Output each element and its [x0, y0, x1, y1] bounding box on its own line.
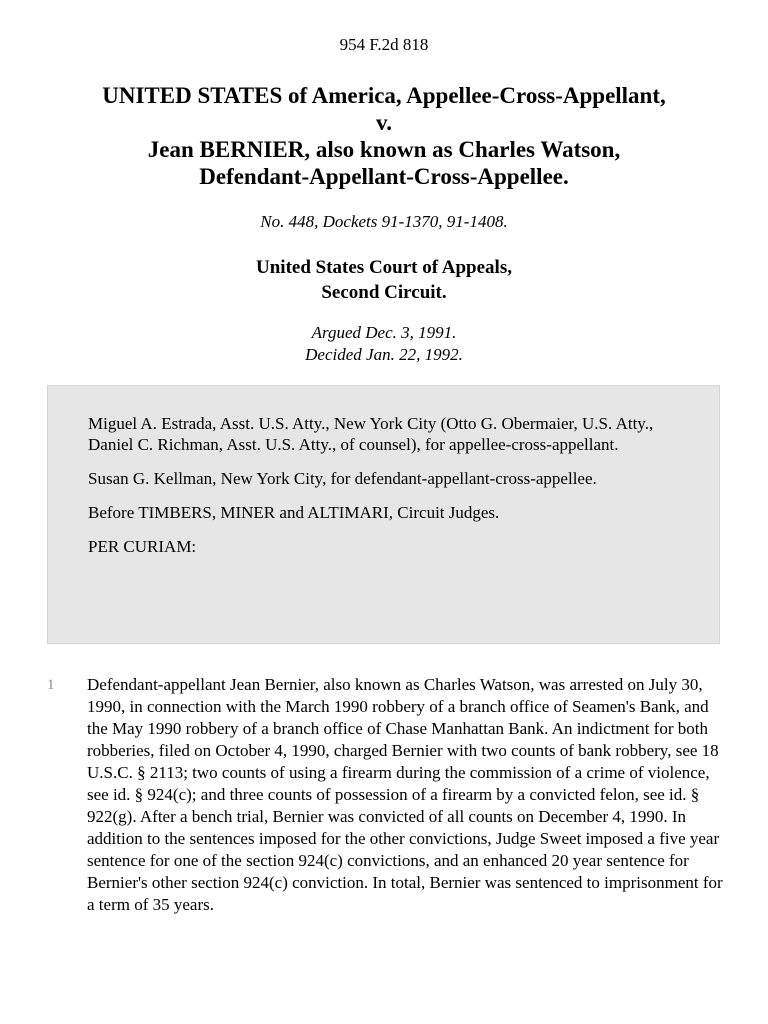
- per-curiam-label: PER CURIAM:: [88, 537, 197, 556]
- case-dates: [0, 322, 768, 366]
- paragraph-number: 1: [47, 677, 55, 693]
- argued-date: Argued Dec. 3, 1991.: [311, 323, 457, 342]
- court-name: [0, 255, 768, 305]
- case-title-line-versus: v.: [376, 110, 392, 135]
- docket-number: No. 448, Dockets 91-1370, 91-1408.: [260, 212, 508, 231]
- case-title: [0, 82, 768, 190]
- case-citation: 954 F.2d 818: [339, 35, 429, 54]
- counsel-panel: [47, 385, 720, 644]
- case-title-line-appellant: Jean BERNIER, also known as Charles Watson,: [147, 137, 621, 162]
- counsel-appellee: Miguel A. Estrada, Asst. U.S. Atty., New York City (Otto G. Obermaier, U.S. Atty., Daniel C. Richman, Asst. U.S. Atty., of counsel), for appellee-cross-appellant.: [88, 414, 654, 454]
- court-name-line-2: Second Circuit.: [321, 282, 447, 303]
- decided-date: Decided Jan. 22, 1992.: [305, 345, 463, 364]
- court-name-line-1: United States Court of Appeals,: [256, 257, 512, 278]
- counsel-appellant: Susan G. Kellman, New York City, for defendant-appellant-cross-appellee.: [88, 469, 597, 488]
- paragraph-text: Defendant-appellant Jean Bernier, also known as Charles Watson, was arrested on July 30, 1990, in connection with the March 1990 robbery of a branch office of Seamen's Bank, and the May 1990 robbery of a branch office of Chase Manhattan Bank. An indictment for both robberies, filed on October 4, 1990, charged Bernier with two counts of bank robbery, see 18 U.S.C. § 2113; two counts of using a firearm during the commission of a crime of violence, see id. § 924(c); and three counts of possession of a firearm by a convicted felon, see id. § 922(g). After a bench trial, Bernier was convicted of all counts on December 4, 1990. In addition to the sentences imposed for the other convictions, Judge Sweet imposed a five year sentence for one of the section 924(c) convictions, and an enhanced 20 year sentence for Bernier's other section 924(c) conviction. In total, Bernier was sentenced to imprisonment for a term of 35 years.: [87, 675, 723, 914]
- case-title-line-appellee: UNITED STATES of America, Appellee-Cross-Appellant,: [102, 83, 666, 108]
- case-title-line-appellant-role: Defendant-Appellant-Cross-Appellee.: [199, 164, 569, 189]
- panel-judges: Before TIMBERS, MINER and ALTIMARI, Circuit Judges.: [88, 503, 500, 522]
